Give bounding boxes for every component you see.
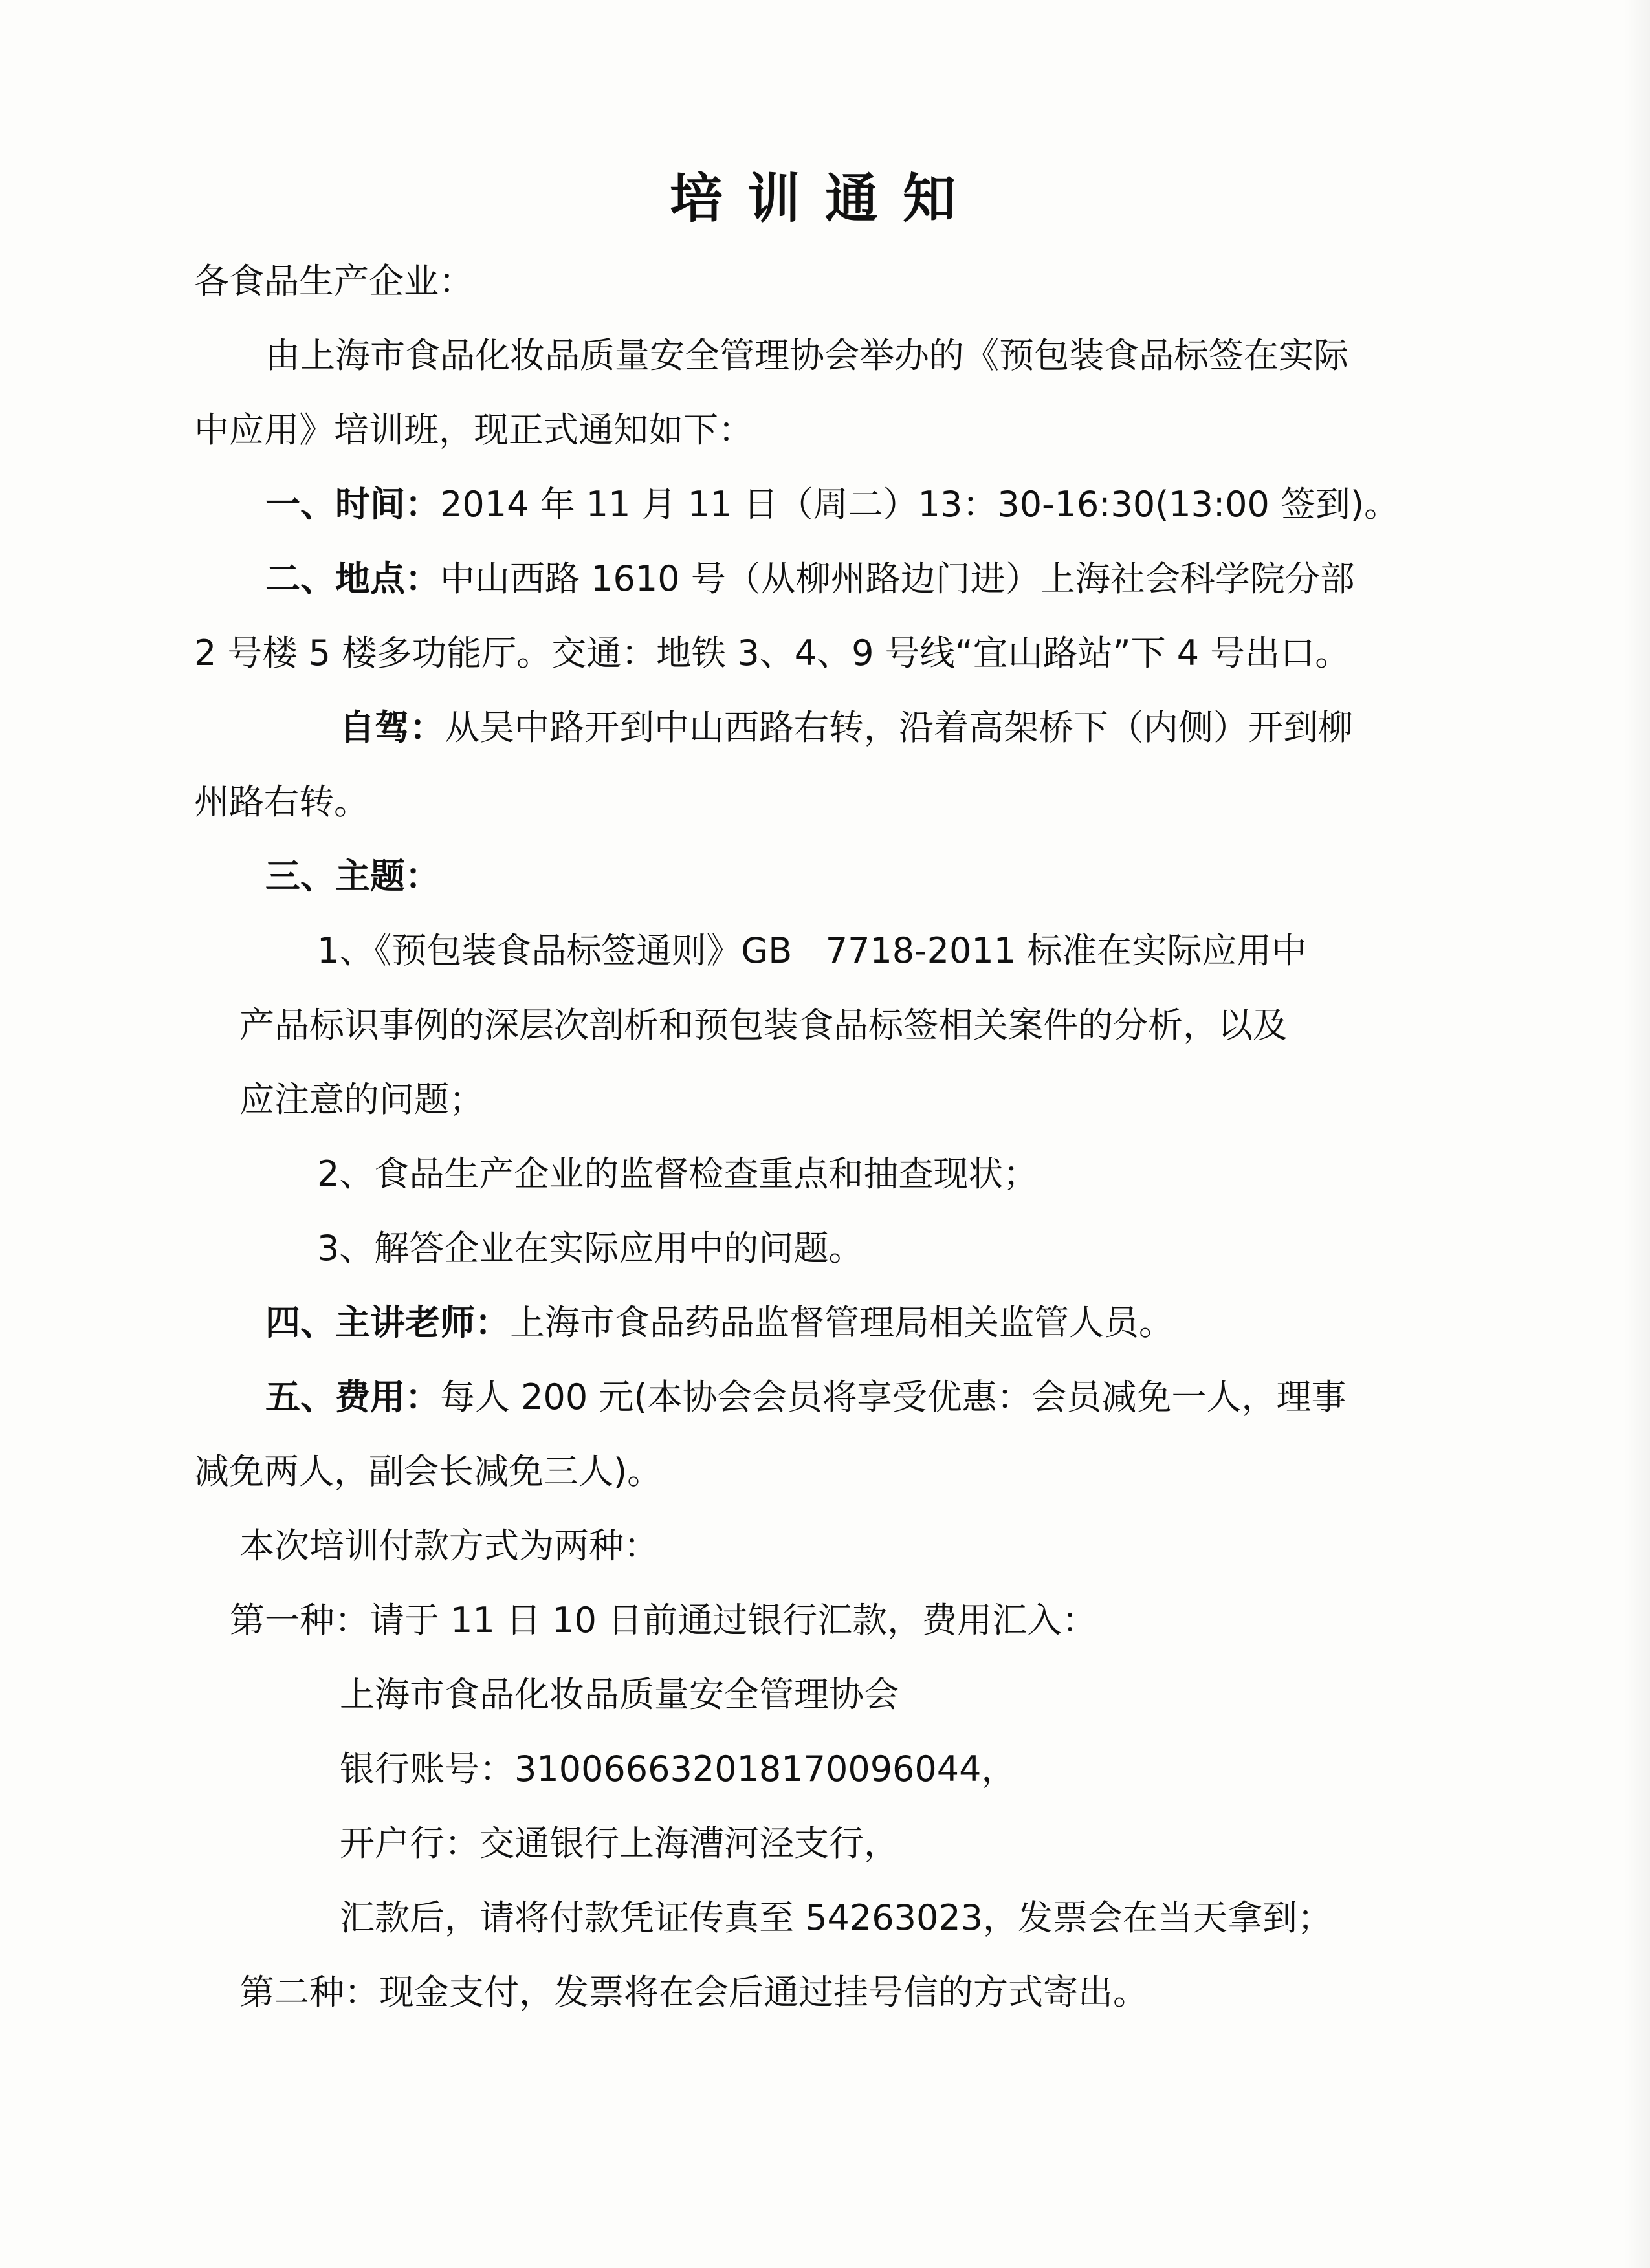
payment-method-1: 第一种：请于 11 日 10 日前通过银行汇款，费用汇入： [230,1600,1097,1641]
topic-item-1-line-2: 产品标识事例的深层次剖析和预包装食品标签相关案件的分析，以及 [239,1005,1288,1045]
topic-item-3: 3、解答企业在实际应用中的问题。 [317,1228,864,1269]
driving-line-1 [340,705,1353,750]
topics-heading [265,854,440,899]
fee-line-2: 减免两人，副会长减免三人)。 [194,1451,663,1492]
payment-method-2: 第二种：现金支付，发票将在会后通过挂号信的方式寄出。 [239,1972,1148,2012]
scan-edge [1624,0,1650,2268]
topic-item-1-line-1: 1、《预包装食品标签通则》GB 7718-2011 标准在实际应用中 [317,930,1307,971]
time-text: 2014 年 11 月 11 日（周二）13：30-16:30(13:00 签到)。 [440,484,1400,525]
driving-label: 自驾： [340,707,445,748]
location-text-1: 中山西路 1610 号（从柳州路边门进）上海社会科学院分部 [440,558,1355,599]
bank-branch: 开户行：交通银行上海漕河泾支行， [340,1823,899,1864]
payment-intro: 本次培训付款方式为两种： [239,1525,659,1566]
driving-text-1: 从吴中路开到中山西路右转，沿着高架桥下（内侧）开到柳 [445,707,1353,748]
topic-item-1-line-3: 应注意的问题； [239,1079,484,1120]
fee-label: 五、费用： [265,1377,440,1417]
fee-text-1: 每人 200 元(本协会会员将享受优惠：会员减免一人，理事 [440,1377,1347,1417]
location-label: 二、地点： [265,558,440,599]
intro-line-1: 由上海市食品化妆品质量安全管理协会举办的《预包装食品标签在实际 [265,335,1348,376]
time-label: 一、时间： [265,484,440,525]
driving-line-2: 州路右转。 [194,781,369,822]
page-title: 培训通知 [669,168,980,230]
lecturer-label: 四、主讲老师： [265,1302,510,1343]
location-line-1 [265,556,1355,602]
lecturer-text: 上海市食品药品监督管理局相关监管人员。 [510,1302,1174,1343]
location-line-2: 2 号楼 5 楼多功能厅。交通：地铁 3、4、9 号线“宜山路站”下 4 号出口。 [194,633,1350,673]
time-line [265,482,1399,527]
after-remit-note: 汇款后，请将付款凭证传真至 54263023，发票会在当天拿到； [340,1897,1333,1938]
account-number: 银行账号：310066632018170096044， [340,1749,1017,1789]
intro-line-2: 中应用》培训班，现正式通知如下： [194,409,753,450]
account-name: 上海市食品化妆品质量安全管理协会 [340,1674,899,1715]
lecturer-line [265,1300,1174,1346]
topic-item-2: 2、食品生产企业的监督检查重点和抽查现状； [317,1153,1039,1194]
topics-label: 三、主题： [265,856,440,897]
fee-line-1 [265,1375,1346,1420]
salutation: 各食品生产企业： [194,261,474,301]
